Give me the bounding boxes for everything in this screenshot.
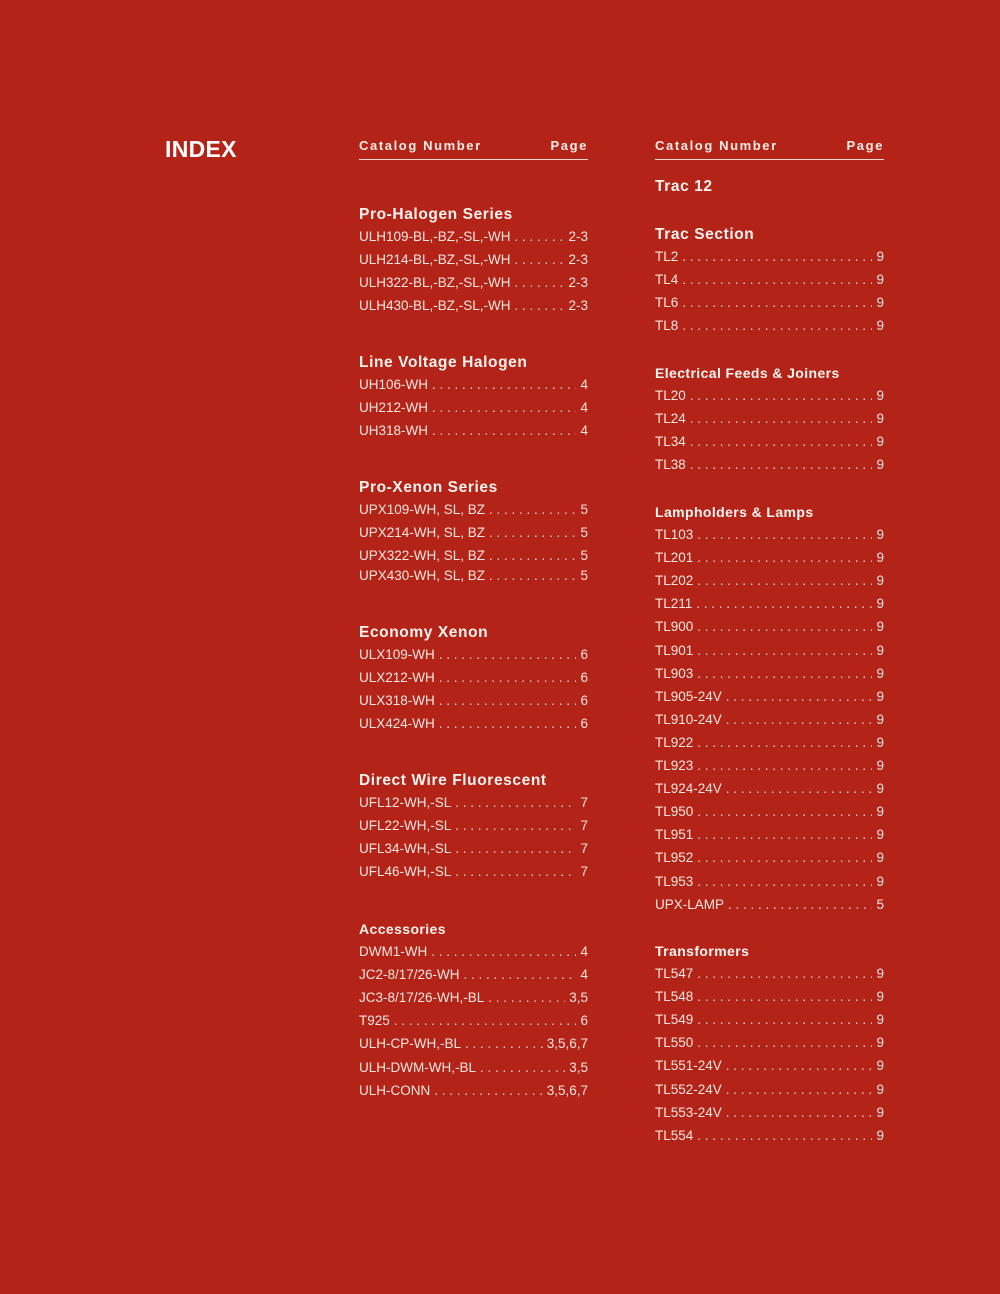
page-number: 9	[876, 295, 884, 311]
catalog-number: TL547	[655, 966, 694, 981]
page-number: 6	[580, 716, 588, 732]
index-entry	[359, 647, 588, 662]
dot-leader	[455, 864, 576, 879]
index-entry	[655, 874, 884, 889]
page-number: 9	[876, 318, 884, 334]
section-title: Electrical Feeds & Joiners	[655, 365, 840, 381]
dot-leader	[690, 388, 873, 403]
index-entry	[359, 716, 588, 731]
catalog-number: JC3-8/17/26-WH,-BL	[359, 990, 485, 1006]
dot-leader	[432, 377, 576, 392]
index-entry	[655, 619, 884, 634]
page-number: 5	[580, 502, 588, 517]
catalog-number-header: Catalog Number	[655, 138, 778, 153]
dot-leader	[515, 298, 565, 313]
catalog-number: TL922	[655, 734, 694, 750]
dot-leader	[489, 568, 576, 583]
page-number: 9	[876, 550, 884, 566]
index-entry	[655, 249, 884, 264]
page-number: 2-3	[568, 298, 588, 314]
page-number: 9	[876, 1127, 884, 1143]
index-entry	[359, 864, 588, 879]
catalog-number: UPX430-WH, SL, BZ	[359, 568, 486, 584]
page-number: 2-3	[568, 229, 588, 244]
index-entry	[359, 967, 588, 982]
index-entry	[655, 643, 884, 658]
catalog-number: TL953	[655, 873, 694, 889]
section-title: Pro-Xenon Series	[359, 479, 498, 496]
dot-leader	[697, 989, 872, 1004]
page-number: 9	[876, 711, 884, 727]
index-title: INDEX	[165, 136, 237, 162]
dot-leader	[682, 272, 872, 287]
index-entry	[655, 318, 884, 333]
page-number: 7	[580, 818, 588, 834]
index-entry	[359, 298, 588, 313]
dot-leader	[726, 712, 873, 727]
dot-leader	[394, 1013, 577, 1028]
page-number: 9	[876, 827, 884, 843]
dot-leader	[697, 1128, 872, 1143]
index-entry	[359, 229, 588, 244]
dot-leader	[697, 1012, 872, 1027]
page-number: 3,5	[569, 990, 588, 1006]
dot-leader	[697, 827, 872, 842]
index-entry	[359, 944, 588, 959]
page-header: Page	[550, 138, 588, 153]
catalog-number: TL550	[655, 1035, 694, 1051]
section-title: Direct Wire Fluorescent	[359, 772, 547, 789]
catalog-number: UPX109-WH, SL, BZ	[359, 502, 486, 517]
page-number: 9	[876, 966, 884, 981]
index-entry	[655, 457, 884, 472]
dot-leader	[726, 689, 873, 704]
catalog-number: UFL22-WH,-SL	[359, 818, 452, 834]
page-number: 5	[580, 568, 588, 584]
page-number: 9	[876, 873, 884, 889]
index-entry	[359, 275, 588, 290]
dot-leader	[696, 596, 872, 611]
index-entry	[655, 1082, 884, 1097]
page-number: 9	[876, 457, 884, 473]
page-number: 9	[876, 411, 884, 427]
section-title: Line Voltage Halogen	[359, 354, 528, 371]
dot-leader	[488, 990, 565, 1005]
dot-leader	[726, 1058, 873, 1073]
page-number: 7	[580, 795, 588, 810]
section-title: Lampholders & Lamps	[655, 504, 814, 520]
index-entry	[359, 795, 588, 810]
index-entry	[655, 434, 884, 449]
page-number: 2-3	[568, 275, 588, 291]
dot-leader	[697, 850, 872, 865]
index-entry	[655, 1128, 884, 1143]
catalog-number: TL923	[655, 758, 694, 773]
dot-leader	[439, 716, 577, 731]
catalog-number: TL202	[655, 573, 694, 589]
index-entry	[359, 400, 588, 415]
catalog-number: TL8	[655, 318, 679, 334]
index-entry	[655, 388, 884, 403]
catalog-number: ULH109-BL,-BZ,-SL,-WH	[359, 229, 511, 244]
index-entry	[655, 596, 884, 611]
index-entry	[655, 850, 884, 865]
section-title: Pro-Halogen Series	[359, 206, 513, 223]
dot-leader	[682, 318, 872, 333]
catalog-number: TL901	[655, 642, 694, 658]
dot-leader	[697, 666, 872, 681]
dot-leader	[728, 897, 872, 912]
page-number: 4	[580, 967, 588, 983]
index-entry	[655, 411, 884, 426]
dot-leader	[726, 1082, 873, 1097]
page-header: Page	[846, 138, 884, 153]
catalog-number: TL201	[655, 550, 694, 566]
dot-leader	[515, 252, 565, 267]
page-number: 4	[580, 377, 588, 392]
catalog-number: UPX-LAMP	[655, 896, 725, 912]
index-entry	[655, 827, 884, 842]
index-entry	[655, 550, 884, 565]
page-number: 9	[876, 527, 884, 542]
page-number: 4	[580, 400, 588, 416]
catalog-number: TL4	[655, 272, 679, 288]
page-number: 3,5,6,7	[546, 1036, 588, 1052]
column-header	[359, 138, 588, 160]
catalog-number: TL20	[655, 388, 686, 403]
page-number: 7	[580, 841, 588, 857]
page-number: 9	[876, 850, 884, 866]
catalog-number: UFL34-WH,-SL	[359, 841, 452, 857]
dot-leader	[690, 457, 873, 472]
page-number: 9	[876, 249, 884, 264]
dot-leader	[697, 527, 872, 542]
catalog-number: TL905-24V	[655, 688, 722, 704]
index-entry	[655, 804, 884, 819]
catalog-number: TL211	[655, 596, 693, 612]
catalog-number: TL549	[655, 1012, 694, 1028]
dot-leader	[455, 841, 576, 856]
dot-leader	[431, 944, 576, 959]
catalog-number: TL2	[655, 249, 679, 264]
dot-leader	[697, 874, 872, 889]
dot-leader	[439, 693, 577, 708]
dot-leader	[697, 804, 872, 819]
page-number: 2-3	[568, 252, 588, 268]
page-number: 3,5,6,7	[546, 1082, 588, 1098]
page-number: 9	[876, 989, 884, 1005]
catalog-number: ULX212-WH	[359, 670, 435, 686]
index-entry	[655, 781, 884, 796]
dot-leader	[515, 275, 565, 290]
dot-leader	[697, 758, 872, 773]
index-entry	[359, 1060, 588, 1075]
dot-leader	[690, 411, 873, 426]
trac-12-heading: Trac 12	[655, 178, 713, 195]
index-entry	[359, 423, 588, 438]
index-entry	[359, 377, 588, 392]
page-number: 9	[876, 1012, 884, 1028]
index-entry	[359, 1083, 588, 1098]
section-title: Trac Section	[655, 226, 755, 243]
index-entry	[655, 712, 884, 727]
dot-leader	[682, 295, 872, 310]
catalog-number: UFL46-WH,-SL	[359, 864, 452, 880]
page-number: 9	[876, 1081, 884, 1097]
index-entry	[359, 670, 588, 685]
catalog-number: DWM1-WH	[359, 944, 428, 959]
index-column-left	[359, 138, 588, 1098]
dot-leader	[432, 400, 576, 415]
catalog-number: TL38	[655, 457, 686, 473]
catalog-number: JC2-8/17/26-WH	[359, 967, 460, 983]
index-entry	[655, 295, 884, 310]
page-number: 9	[876, 388, 884, 403]
catalog-number: ULH214-BL,-BZ,-SL,-WH	[359, 252, 511, 268]
page-number: 9	[876, 619, 884, 635]
catalog-number: TL903	[655, 665, 694, 681]
index-column-right	[655, 138, 884, 1143]
catalog-number: T925	[359, 1013, 390, 1029]
catalog-number: TL553-24V	[655, 1104, 722, 1120]
section-title: Transformers	[655, 943, 750, 959]
index-entry	[359, 502, 588, 517]
dot-leader	[434, 1083, 542, 1098]
catalog-number: TL950	[655, 804, 694, 820]
column-header	[655, 138, 884, 160]
page-number: 5	[580, 525, 588, 541]
index-entry	[359, 1036, 588, 1051]
index-entry	[655, 573, 884, 588]
catalog-number-header: Catalog Number	[359, 138, 482, 153]
page-number: 5	[580, 548, 588, 564]
page-number: 9	[876, 734, 884, 750]
dot-leader	[439, 670, 577, 685]
dot-leader	[455, 818, 576, 833]
catalog-number: UH106-WH	[359, 377, 429, 392]
page-number: 6	[580, 670, 588, 686]
dot-leader	[682, 249, 872, 264]
index-entry	[655, 989, 884, 1004]
index-entry	[359, 693, 588, 708]
catalog-number: TL951	[655, 827, 694, 843]
catalog-number: UPX322-WH, SL, BZ	[359, 548, 486, 564]
page-number: 9	[876, 1104, 884, 1120]
page-number: 6	[580, 647, 588, 662]
index-entry	[655, 897, 884, 912]
page-number: 5	[876, 896, 884, 912]
dot-leader	[489, 502, 576, 517]
dot-leader	[480, 1060, 565, 1075]
dot-leader	[726, 1105, 873, 1120]
dot-leader	[697, 573, 872, 588]
catalog-number: ULH-DWM-WH,-BL	[359, 1059, 476, 1075]
dot-leader	[697, 966, 872, 981]
dot-leader	[465, 1036, 543, 1051]
index-entry	[359, 525, 588, 540]
page-number: 4	[580, 944, 588, 959]
index-entry	[655, 1105, 884, 1120]
page-number: 9	[876, 804, 884, 820]
dot-leader	[726, 781, 873, 796]
page-number: 9	[876, 272, 884, 288]
catalog-number: ULH-CP-WH,-BL	[359, 1036, 462, 1052]
dot-leader	[489, 525, 576, 540]
section-title: Accessories	[359, 921, 446, 937]
catalog-number: TL552-24V	[655, 1081, 722, 1097]
catalog-number: TL548	[655, 989, 694, 1005]
dot-leader	[697, 550, 872, 565]
page-number: 9	[876, 434, 884, 450]
page-number: 3,5	[569, 1059, 588, 1075]
index-entry	[655, 1035, 884, 1050]
dot-leader	[697, 735, 872, 750]
catalog-number: UH318-WH	[359, 423, 429, 439]
page-number: 9	[876, 596, 884, 612]
page-number: 9	[876, 642, 884, 658]
page-number: 6	[580, 693, 588, 709]
dot-leader	[432, 423, 576, 438]
page-number: 4	[580, 423, 588, 439]
index-entry	[655, 666, 884, 681]
dot-leader	[515, 229, 565, 244]
page-number: 9	[876, 781, 884, 797]
catalog-number: UH212-WH	[359, 400, 429, 416]
dot-leader	[697, 1035, 872, 1050]
dot-leader	[690, 434, 873, 449]
catalog-number: TL551-24V	[655, 1058, 722, 1074]
dot-leader	[697, 619, 872, 634]
dot-leader	[439, 647, 577, 662]
index-entry	[359, 548, 588, 563]
dot-leader	[464, 967, 577, 982]
index-entry	[655, 689, 884, 704]
page-number: 7	[580, 864, 588, 880]
catalog-number: ULH430-BL,-BZ,-SL,-WH	[359, 298, 511, 314]
catalog-number: TL910-24V	[655, 711, 722, 727]
page-number: 9	[876, 758, 884, 773]
index-entry	[655, 966, 884, 981]
index-entry	[359, 990, 588, 1005]
page-number: 9	[876, 1035, 884, 1051]
catalog-number: UFL12-WH,-SL	[359, 795, 452, 810]
index-entry	[655, 527, 884, 542]
catalog-number: TL554	[655, 1127, 694, 1143]
catalog-number: TL924-24V	[655, 781, 722, 797]
catalog-number: TL34	[655, 434, 686, 450]
section-title: Economy Xenon	[359, 624, 489, 641]
catalog-number: TL6	[655, 295, 679, 311]
index-entry	[655, 735, 884, 750]
catalog-number: TL900	[655, 619, 694, 635]
page-number: 6	[580, 1013, 588, 1029]
index-entry	[655, 758, 884, 773]
page-number: 9	[876, 1058, 884, 1074]
index-entry	[359, 1013, 588, 1028]
index-entry	[655, 1058, 884, 1073]
catalog-number: TL24	[655, 411, 686, 427]
catalog-number: ULH322-BL,-BZ,-SL,-WH	[359, 275, 511, 291]
index-entry	[359, 818, 588, 833]
catalog-number: ULH-CONN	[359, 1082, 431, 1098]
index-entry	[359, 252, 588, 267]
catalog-number: TL952	[655, 850, 694, 866]
page-number: 9	[876, 688, 884, 704]
dot-leader	[489, 548, 576, 563]
catalog-number: ULX318-WH	[359, 693, 435, 709]
index-entry	[655, 1012, 884, 1027]
index-entry	[359, 841, 588, 856]
dot-leader	[697, 643, 872, 658]
index-entry	[359, 568, 588, 583]
catalog-number: UPX214-WH, SL, BZ	[359, 525, 486, 541]
page-number: 9	[876, 573, 884, 589]
page-number: 9	[876, 665, 884, 681]
catalog-number: ULX109-WH	[359, 647, 435, 662]
index-entry	[655, 272, 884, 287]
catalog-number: TL103	[655, 527, 694, 542]
catalog-number: ULX424-WH	[359, 716, 435, 732]
dot-leader	[455, 795, 576, 810]
